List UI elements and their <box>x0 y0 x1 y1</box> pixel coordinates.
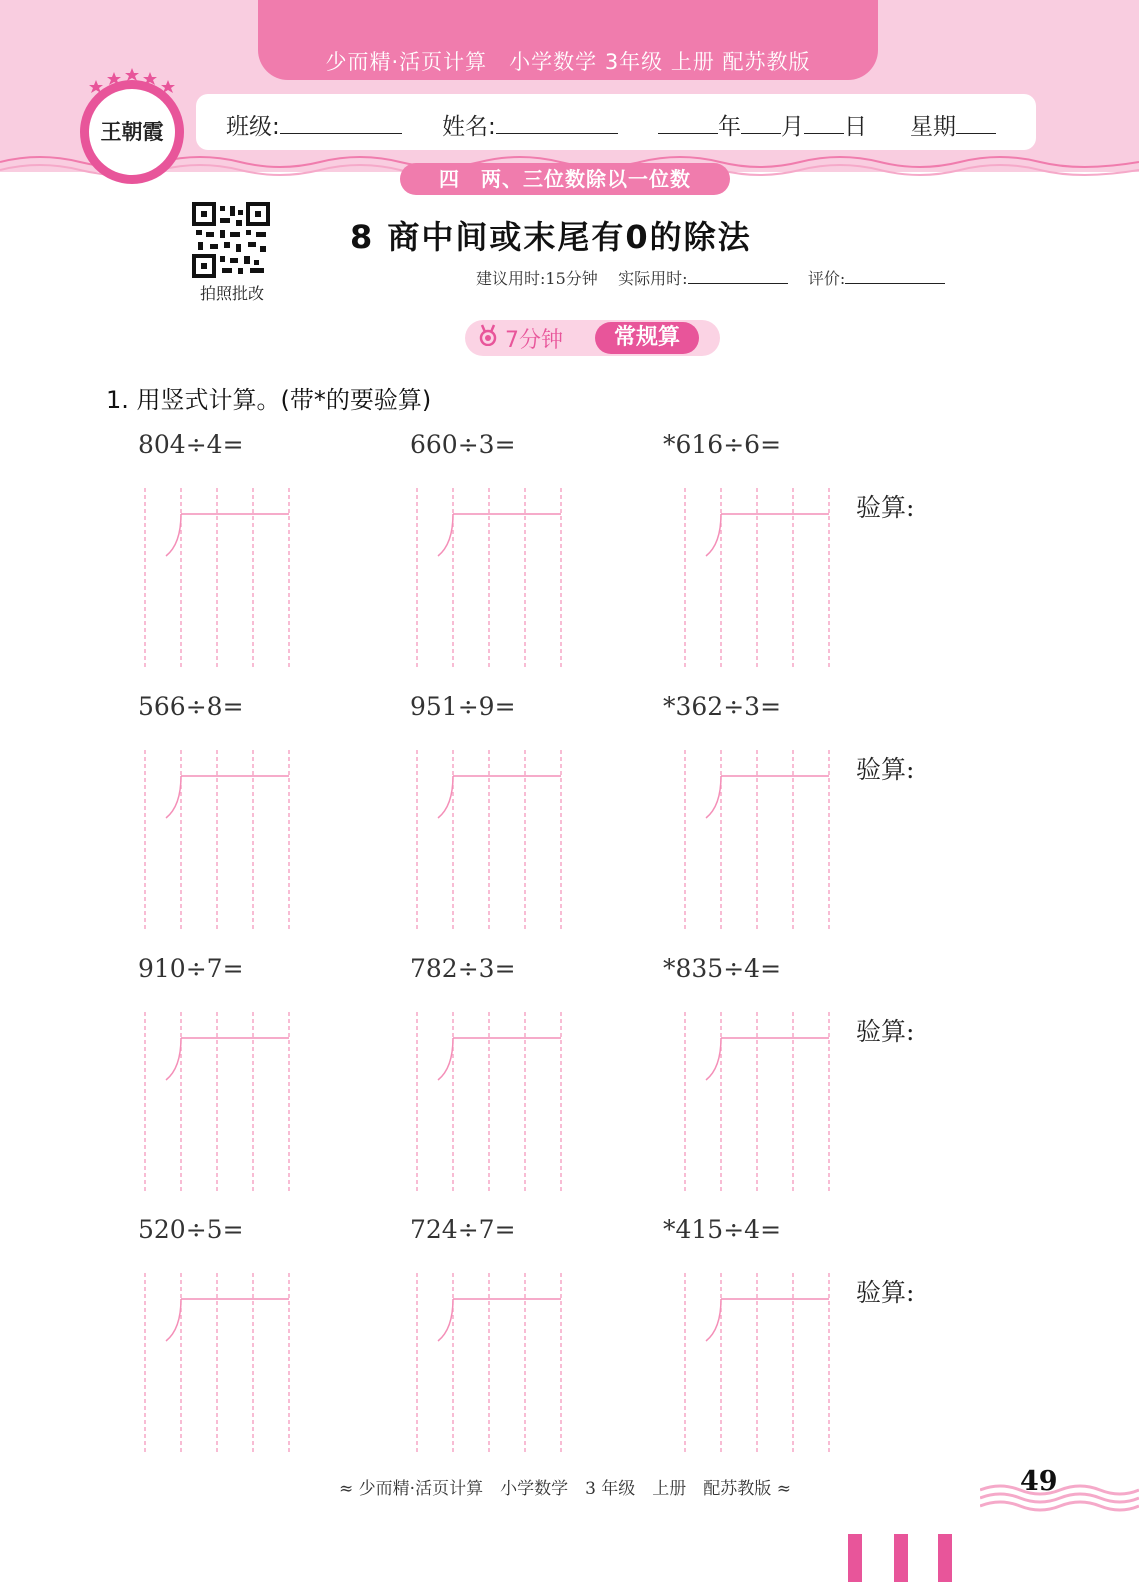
name-field[interactable] <box>442 108 618 141</box>
footer-text: ≈ 少而精·活页计算 小学数学 3 年级 上册 配苏教版 ≈ <box>339 1479 791 1499</box>
long-division-grid[interactable] <box>416 750 564 930</box>
division-bracket <box>438 1038 453 1080</box>
check-label: 验算: <box>856 1278 915 1307</box>
actual-time-blank[interactable] <box>688 267 788 284</box>
long-division-grid[interactable] <box>144 1012 292 1192</box>
day-label: 日 <box>844 114 867 140</box>
medal-icon <box>477 324 499 346</box>
day-blank[interactable] <box>804 111 844 134</box>
qr-caption: 拍照批改 <box>199 284 264 303</box>
footer-wave <box>980 1482 1139 1512</box>
division-bracket <box>166 1038 181 1080</box>
question-label: 1. 用竖式计算。(带*的要验算) <box>106 386 432 414</box>
division-problem: 804÷4= <box>138 430 244 459</box>
class-label: 班级: <box>226 114 280 140</box>
long-division-grid[interactable] <box>684 488 832 668</box>
evaluation-blank[interactable] <box>845 267 945 284</box>
long-division-grid[interactable] <box>684 750 832 930</box>
weekday-label: 星期 <box>910 114 956 140</box>
weekday-field[interactable] <box>910 108 996 141</box>
month-blank[interactable] <box>741 111 781 134</box>
division-problem: 566÷8= <box>138 692 244 721</box>
footer-bar <box>848 1534 862 1582</box>
pill-badge: 常规算 <box>595 322 699 354</box>
name-blank[interactable] <box>496 111 618 134</box>
division-bracket <box>706 514 721 556</box>
division-bracket <box>166 776 181 818</box>
lesson-title: 8 商中间或末尾有0的除法 <box>350 218 752 256</box>
year-blank[interactable] <box>658 111 718 134</box>
footer-bar <box>894 1534 908 1582</box>
weekday-blank[interactable] <box>956 111 996 134</box>
division-problem: 520÷5= <box>138 1215 244 1244</box>
division-problem: 724÷7= <box>410 1215 516 1244</box>
logo-text: 王朝霞 <box>89 89 175 175</box>
check-label: 验算: <box>856 1017 915 1046</box>
time-meta <box>476 266 945 289</box>
long-division-grid[interactable] <box>144 488 292 668</box>
name-label: 姓名: <box>442 114 496 140</box>
qr-code-icon[interactable] <box>192 202 270 278</box>
division-bracket <box>438 776 453 818</box>
footer-bar <box>938 1534 952 1582</box>
long-division-grid[interactable] <box>684 1012 832 1192</box>
class-blank[interactable] <box>280 111 402 134</box>
division-problem: *835÷4= <box>663 954 782 983</box>
actual-time-label: 实际用时: <box>618 269 688 288</box>
series-title: 少而精·活页计算 小学数学 3年级 上册 配苏教版 <box>325 50 811 74</box>
long-division-grid[interactable] <box>416 1273 564 1453</box>
suggested-time: 建议用时:15分钟 <box>476 269 598 288</box>
division-bracket <box>438 1299 453 1341</box>
division-problem: 660÷3= <box>410 430 516 459</box>
year-label: 年 <box>718 114 741 140</box>
division-bracket <box>166 1299 181 1341</box>
division-bracket <box>706 1038 721 1080</box>
division-problem: 910÷7= <box>138 954 244 983</box>
division-bracket <box>706 1299 721 1341</box>
month-label: 月 <box>781 114 804 140</box>
class-field[interactable] <box>226 108 402 141</box>
division-bracket <box>438 514 453 556</box>
division-bracket <box>706 776 721 818</box>
unit-title: 四 两、三位数除以一位数 <box>400 163 730 195</box>
division-problem: *362÷3= <box>663 692 782 721</box>
division-problem: 782÷3= <box>410 954 516 983</box>
long-division-grid[interactable] <box>416 488 564 668</box>
division-problem: *616÷6= <box>663 430 782 459</box>
date-field[interactable] <box>658 108 867 141</box>
evaluation-label: 评价: <box>807 269 846 288</box>
pill-minutes: 7分钟 <box>505 328 563 353</box>
logo-stars-icon <box>86 68 178 94</box>
check-label: 验算: <box>856 493 915 522</box>
long-division-grid[interactable] <box>144 1273 292 1453</box>
long-division-grid[interactable] <box>144 750 292 930</box>
division-problem: 951÷9= <box>410 692 516 721</box>
check-label: 验算: <box>856 755 915 784</box>
division-problem: *415÷4= <box>663 1215 782 1244</box>
long-division-grid[interactable] <box>416 1012 564 1192</box>
long-division-grid[interactable] <box>684 1273 832 1453</box>
page-number: 49 <box>1020 1466 1058 1497</box>
division-bracket <box>166 514 181 556</box>
